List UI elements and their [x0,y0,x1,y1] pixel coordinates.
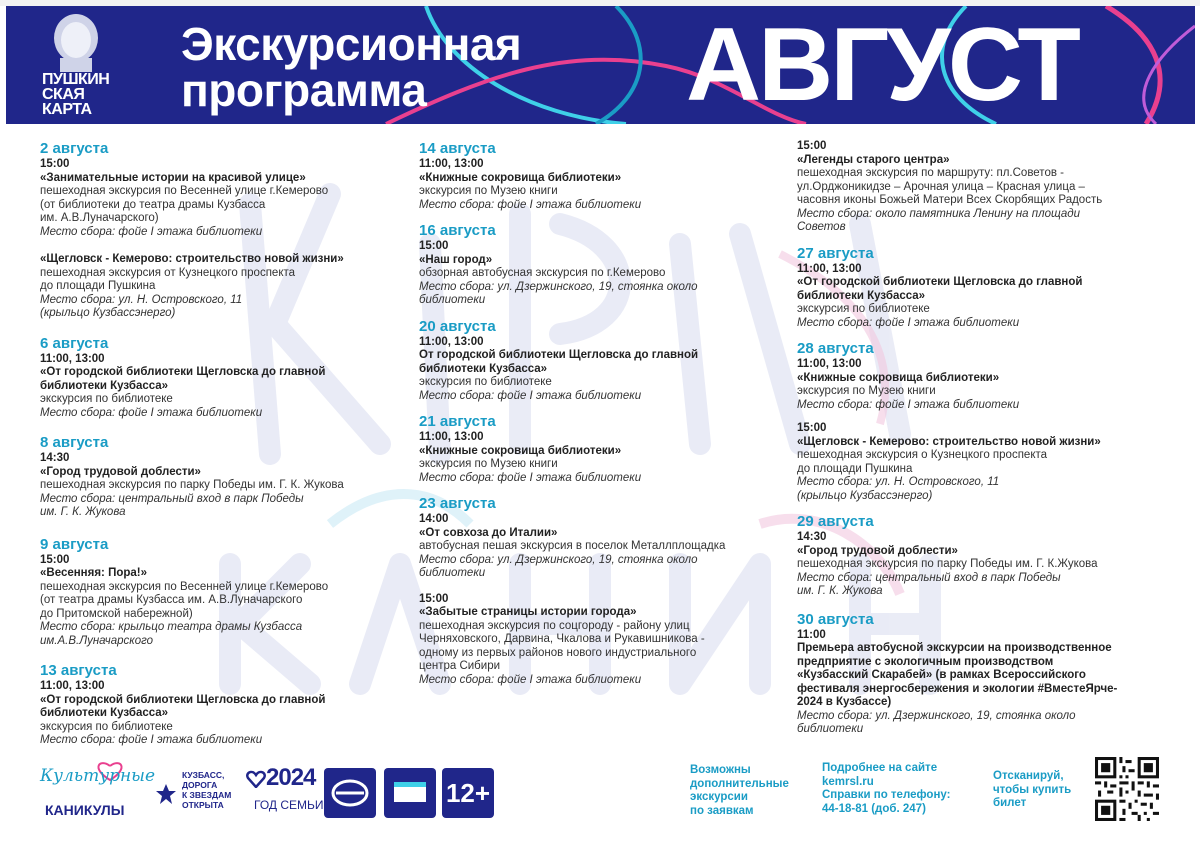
event-entry [419,413,764,485]
year-2024: 2024 [266,764,316,791]
event-entry [419,495,764,581]
pushkin-card-logo [34,10,154,120]
scan-line-3: билет [993,797,1027,809]
event-time: 15:00 [40,158,70,170]
event-time: 15:00 [419,592,449,605]
extra-line-1: Возможны [690,764,751,776]
event-time: 11:00, 13:00 [419,158,484,170]
event-title: «От городской библиотеки Щегловска до главной [40,693,326,706]
event-title: «Щегловск - Кемерово: строительство новой жизни» [40,253,344,265]
extra-line-4: по заявкам [690,804,754,817]
event-entry [40,662,385,748]
kuzbass-line-2: ДОРОГА [182,780,218,790]
card-icon [384,768,436,818]
schedule-column-2 [419,140,764,687]
event-meeting-point: Место сбора: фойе I этажа библиотеки [40,734,263,746]
event-date: 28 августа [797,340,874,357]
event-title: фестиваля энергосбережения и экологии #ВместеЯрче- [797,682,1118,695]
event-meeting-point: библиотеки [419,567,486,579]
event-meeting-point: Место сбора: крыльцо театра драмы Кузбасса [40,621,303,633]
extra-line-3: экскурсии [690,791,748,803]
event-time: 11:00, 13:00 [40,352,105,365]
event-time: 11:00, 13:00 [797,358,862,370]
event-meeting-point: Место сбора: около памятника Ленину на площади [797,207,1081,220]
event-entry [40,434,385,520]
event-date: 29 августа [797,513,874,530]
event-meeting-point: Место сбора: центральный вход в парк Победы [797,571,1061,584]
contact-line-1: Подробнее на сайте [822,762,938,774]
logo-line-3: КАРТА [42,101,92,118]
event-title: «Кузбасский Скарабей» (в рамках Всероссийского [797,669,1086,681]
event-title: «От совхоза до Италии» [419,526,558,539]
event-meeting-point: Советов [797,221,846,233]
event-description: пешеходная экскурсия по Весенней улице г.Кемерово [40,580,329,593]
event-entry [40,140,385,239]
event-description: пешеходная экскурсия о Кузнецкого проспекта [797,449,1048,461]
event-title: От городской библиотеки Щегловска до главной [419,349,699,361]
header-banner [6,6,1195,124]
extra-excursions-note [690,764,789,818]
event-time: 15:00 [419,240,449,252]
event-meeting-point: Место сбора: центральный вход в парк Победы [40,492,304,505]
event-description: пешеходная экскурсия по соцгороду - району улиц [419,619,690,632]
event-description: экскурсия по библиотеке [40,393,173,405]
event-meeting-point: Место сбора: фойе I этажа библиотеки [419,198,642,211]
event-title: Премьера автобусной экскурсии на производственное [797,642,1112,654]
age-rating-badge: 12+ [442,768,494,818]
event-entry [797,340,1162,412]
event-title: «Щегловск - Кемерово: строительство новой жизни» [797,435,1101,448]
event-description: Черняховского, Дарвина, Чкалова и Рукавишникова - [419,633,705,645]
event-description: (от театра драмы Кузбасса им. А.В.Луначарского [40,594,303,606]
event-title: «Город трудовой доблести» [797,544,958,557]
event-date: 6 августа [40,334,109,352]
event-description: обзорная автобусная экскурсия по г.Кемерово [419,267,666,279]
event-description: до Притомской набережной) [40,607,193,620]
kuzbass-line-4: ОТКРЫТА [182,800,224,810]
event-date: 8 августа [40,434,109,451]
contact-info [822,762,950,816]
pushkin-card-badge [384,768,436,818]
event-meeting-point: Место сбора: ул. Н. Островского, 11 [40,293,243,306]
event-title: 2024 в Кузбассе) [797,696,892,708]
library-emblem-icon [324,768,376,818]
event-time: 15:00 [797,140,827,152]
event-entry [419,140,764,212]
event-time: 14:00 [419,513,449,525]
phone-number[interactable]: 44-18-81 (доб. 247) [822,802,926,815]
heart-icon [246,770,266,788]
event-title: «От городской библиотеки Щегловска до главной [797,276,1083,288]
event-description: ул.Орджоникидзе – Арочная улица – Красная улица – [797,180,1085,193]
event-description: автобусная пешая экскурсия в поселок Металлплощадка [419,540,726,552]
event-time: 11:00, 13:00 [419,431,484,443]
event-meeting-point: (крыльцо Кузбассэнерго) [40,307,176,319]
event-meeting-point: Место сбора: ул. Н. Островского, 11 [797,476,1000,488]
event-description: пешеходная экскурсия по парку Победы им. Г. К.Жукова [797,558,1098,570]
event-description: экскурсия по Музею книги [419,185,558,197]
ticket-qr-code[interactable] [1095,757,1159,821]
event-title: «Книжные сокровища библиотеки» [797,371,1000,384]
event-entry [797,245,1162,331]
schedule-column-3 [797,140,1162,737]
logo-line-2: СКАЯ [42,86,85,103]
event-title: «Весенняя: Пора!» [40,567,148,579]
event-time: 15:00 [797,422,827,434]
event-title: библиотеки Кузбасса» [40,707,169,719]
schedule-column-1 [40,140,385,748]
event-title: библиотеки Кузбасса» [419,362,548,375]
event-title: «От городской библиотеки Щегловска до главной [40,366,326,378]
event-meeting-point: Место сбора: ул. Дзержинского, 19, стоянка около [419,280,698,293]
kuzbass-line-1: КУЗБАСС, [182,770,225,780]
event-description: экскурсия по библиотеке [40,720,173,733]
event-meeting-point: им. Г. К. Жукова [40,506,126,518]
kulturnye-text: Культурные [40,766,156,786]
event-time: 14:30 [797,531,827,543]
event-entry [419,318,764,404]
event-meeting-point: Место сбора: фойе I этажа библиотеки [40,225,263,238]
library-logo [324,768,376,818]
event-date: 23 августа [419,495,496,512]
event-description: экскурсия по библиотеке [419,376,552,388]
event-title: «Наш город» [419,253,493,266]
event-meeting-point: им. Г. К. Жукова [797,585,883,597]
event-time: 11:00, 13:00 [419,335,484,348]
event-time: 11:00, 13:00 [797,262,862,275]
logo-line-1: ПУШКИН [42,71,110,88]
event-time: 11:00, 13:00 [40,680,105,692]
event-title: «Занимательные истории на красивой улице» [40,171,306,184]
event-description: им. А.В.Луначарского) [40,212,159,224]
event-meeting-point: библиотеки [419,294,486,306]
event-description: центра Сибири [419,660,501,672]
event-description: экскурсия по Музею книги [797,385,936,397]
month-title: АВГУСТ [686,7,1078,123]
event-title: библиотеки Кузбасса» [797,289,926,302]
event-description: пешеходная экскурсия по парку Победы им. Г. К. Жукова [40,479,344,491]
event-date: 14 августа [419,140,496,157]
star-icon [155,783,177,805]
god-semi-text: ГОД СЕМЬИ [254,798,324,812]
page-title-line1: Экскурсионная [181,18,522,70]
event-title: «Книжные сокровища библиотеки» [419,444,622,457]
event-entry [797,422,1162,503]
event-date: 27 августа [797,244,874,262]
event-date: 2 августа [40,140,109,157]
kuzbass-slogan [182,770,231,810]
event-date: 20 августа [419,317,496,335]
event-title: библиотеки Кузбасса» [40,379,169,392]
event-date: 21 августа [419,413,496,430]
event-time: 15:00 [40,553,70,566]
event-time: 11:00 [797,628,826,641]
event-date: 16 августа [419,222,496,239]
event-description: экскурсия по Музею книги [419,458,558,470]
event-entry [40,536,385,649]
event-title: «Книжные сокровища библиотеки» [419,171,622,184]
website-link[interactable]: kemrsl.ru [822,775,874,788]
event-meeting-point: Место сбора: фойе I этажа библиотеки [797,398,1020,411]
event-description: часовня иконы Божьей Матери Всех Скорбящих Радость [797,194,1103,206]
event-meeting-point: Место сбора: ул. Дзержинского, 19, стоянка около [797,709,1076,722]
event-date: 9 августа [40,535,109,553]
event-meeting-point: Место сбора: фойе I этажа библиотеки [419,673,642,686]
extra-line-2: дополнительные [690,777,789,790]
event-title: «Легенды старого центра» [797,153,950,166]
event-entry [797,140,1162,235]
event-date: 30 августа [797,610,874,628]
event-time: 14:30 [40,452,70,464]
event-title: «Город трудовой доблести» [40,465,201,478]
kuzbass-line-3: К ЗВЕЗДАМ [182,790,232,800]
event-meeting-point: Место сбора: фойе I этажа библиотеки [419,389,642,402]
event-meeting-point: им.А.В.Луначарского [40,634,154,647]
scan-note [993,770,1071,811]
scan-line-1: Отсканируй, [993,770,1064,782]
footer-logos [40,758,500,828]
event-entry [419,222,764,308]
event-description: экскурсия по библиотеке [797,303,930,315]
event-entry [797,513,1162,599]
contact-line-3: Справки по телефону: [822,789,951,801]
event-meeting-point: Место сбора: фойе I этажа библиотеки [40,406,263,419]
event-entry [419,593,764,688]
event-description: пешеходная экскурсия по Весенней улице г.Кемерово [40,185,329,197]
page-title-line2: программа [181,64,427,116]
event-description: пешеходная экскурсия по маршруту: пл.Советов - [797,167,1064,179]
event-description: одному из первых районов нового индустриального [419,646,697,659]
event-meeting-point: (крыльцо Кузбассэнерго) [797,489,933,502]
event-meeting-point: библиотеки [797,723,864,735]
event-description: до площади Пушкина [40,280,156,292]
kanikuly-text: КАНИКУЛЫ [45,802,125,818]
event-entry [797,611,1162,737]
event-description: до площади Пушкина [797,462,913,475]
event-description: (от библиотеки до театра драмы Кузбасса [40,198,266,211]
event-entry [40,253,385,321]
event-title: «Забытые страницы истории города» [419,606,637,618]
event-date: 13 августа [40,662,117,679]
event-title: предприятие с экологичным производством [797,655,1054,668]
event-description: пешеходная экскурсия от Кузнецкого проспекта [40,266,296,279]
event-meeting-point: Место сбора: фойе I этажа библиотеки [419,471,642,484]
event-meeting-point: Место сбора: фойе I этажа библиотеки [797,316,1020,329]
event-meeting-point: Место сбора: ул. Дзержинского, 19, стоянка около [419,553,698,566]
event-entry [40,335,385,421]
scan-line-2: чтобы купить [993,783,1072,796]
